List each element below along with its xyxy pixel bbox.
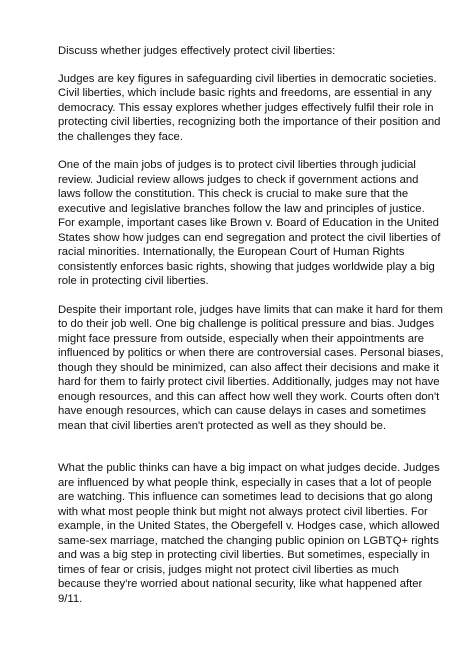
- paragraph-judicial-review: One of the main jobs of judges is to protect civil liberties through judicial review. Judicial review allows judges to check if government actions and laws follow the constitution. This check is crucial to make sure that the executive and legislative branches follow the law and principles of justice. For example, important cases like Brown v. Board of Education in the United States show how judges can end segregation and protect the civil liberties of racial minorities. Internationally, the European Court of Human Rights consistently enforces basic rights, showing that judges worldwide play a big role in protecting civil liberties.: [58, 159, 441, 287]
- document-title: Discuss whether judges effectively protect civil liberties:: [58, 45, 336, 57]
- paragraph-public-opinion: What the public thinks can have a big impact on what judges decide. Judges are influenced by what people think, especially in cases that a lot of people are watching. This influence can sometimes lead to decisions that go along with what most people think but might not always protect civil liberties. For example, in the United States, the Obergefell v. Hodges case, which allowed same-sex marriage, matched the changing public opinion on LGBTQ+ rights and was a big step in protecting civil liberties. But sometimes, especially in times of fear or crisis, judges might not protect civil liberties as much because they're worried about national security, like what happened after 9/11.: [58, 462, 440, 605]
- paragraph-introduction: Judges are key figures in safeguarding civil liberties in democratic societies. Civil liberties, which include basic rights and freedoms, are essential in any democracy. This essay explores whether judges effectively fulfil their role in protecting civil liberties, recognizing both the importance of their position and the challenges they face.: [58, 72, 441, 143]
- paragraph-limitations: Despite their important role, judges have limits that can make it hard for them to do their job well. One big challenge is political pressure and bias. Judges might face pressure from outside, especially when their appointments are influenced by politics or when there are controversial cases. Personal biases, though they should be minimized, can also affect their decisions and make it hard for them to fairly protect civil liberties. Additionally, judges may not have enough resources, and this can affect how well they work. Courts often don't have enough resources, which can cause delays in cases and sometimes mean that civil liberties aren't protected as well as they should be.: [58, 303, 444, 432]
